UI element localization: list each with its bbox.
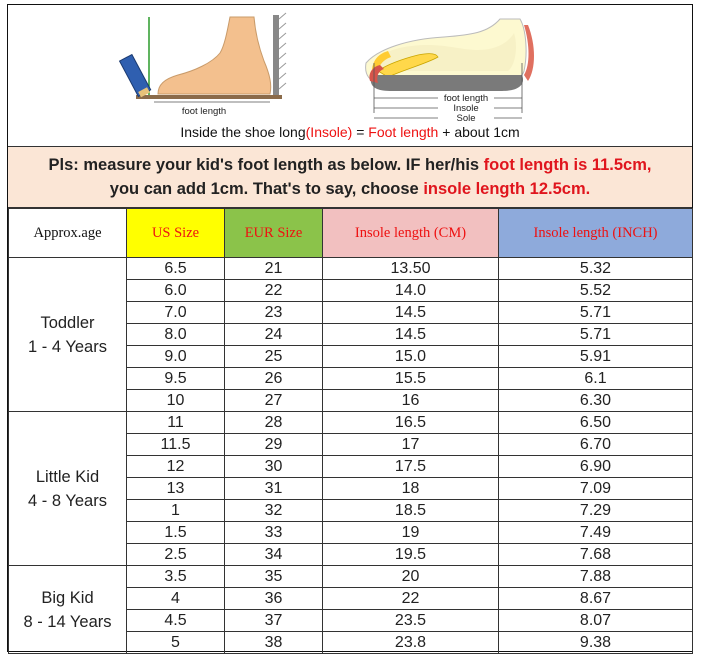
header-eur-size: EUR Size	[225, 209, 323, 258]
cell-eur: 37	[225, 610, 323, 632]
shoe-cross-section-icon	[366, 19, 534, 124]
notice-part-1: Pls: measure your kid's foot length as below. IF her/his	[48, 156, 484, 174]
cell-inch: 5.91	[499, 346, 693, 368]
cell-inch: 6.30	[499, 390, 693, 412]
age-group-range: 1 - 4 Years	[28, 337, 107, 356]
cell-cm: 14.5	[323, 324, 499, 346]
cell-eur: 23	[225, 302, 323, 324]
cell-inch: 6.1	[499, 368, 693, 390]
cell-cm: 20	[323, 566, 499, 588]
size-table	[8, 208, 693, 654]
notice-foot-length-highlight: foot length is 11.5cm,	[483, 156, 652, 174]
foot-against-wall-icon	[120, 13, 286, 117]
age-group-range: 8 - 14 Years	[23, 612, 112, 631]
cell-inch: 8.67	[499, 588, 693, 610]
measurement-notice	[8, 147, 692, 208]
age-group-name: Little Kid	[35, 467, 100, 486]
cell-us: 4.5	[127, 610, 225, 632]
cell-inch: 7.09	[499, 478, 693, 500]
table-row	[9, 412, 693, 434]
cell-inch: 7.88	[499, 566, 693, 588]
cell-cm: 16.5	[323, 412, 499, 434]
cell-inch: 8.07	[499, 610, 693, 632]
cell-cm: 15.5	[323, 368, 499, 390]
foot-length-label: foot length	[181, 106, 227, 117]
cell-us: 9.5	[127, 368, 225, 390]
cell-us: 2.5	[127, 544, 225, 566]
cell-inch: 7.49	[499, 522, 693, 544]
cell-cm: 17.5	[323, 456, 499, 478]
age-group-cell	[9, 412, 127, 566]
cell-us: 7.0	[127, 302, 225, 324]
header-approx-age: Approx.age	[9, 209, 127, 258]
cell-eur: 25	[225, 346, 323, 368]
insole-formula	[8, 124, 692, 140]
table-row	[9, 566, 693, 588]
notice-insole-highlight: insole length 12.5cm.	[423, 180, 591, 198]
cell-us: 10	[127, 390, 225, 412]
cell-eur: 27	[225, 390, 323, 412]
cell-cm: 15.0	[323, 346, 499, 368]
cell-inch: 9.38	[499, 632, 693, 654]
cell-eur: 29	[225, 434, 323, 456]
cell-eur: 33	[225, 522, 323, 544]
formula-prefix: Inside the shoe long	[180, 124, 306, 140]
cell-eur: 35	[225, 566, 323, 588]
cell-eur: 31	[225, 478, 323, 500]
formula-suffix: + about 1cm	[438, 124, 520, 140]
cell-us: 8.0	[127, 324, 225, 346]
header-us-size: US Size	[127, 209, 225, 258]
cell-cm: 13.50	[323, 258, 499, 280]
cell-cm: 14.5	[323, 302, 499, 324]
cell-eur: 32	[225, 500, 323, 522]
cell-cm: 23.8	[323, 632, 499, 654]
shoe-insole-label: Insole	[453, 103, 479, 114]
cell-eur: 28	[225, 412, 323, 434]
cell-cm: 22	[323, 588, 499, 610]
cell-us: 6.5	[127, 258, 225, 280]
cell-eur: 30	[225, 456, 323, 478]
cell-eur: 22	[225, 280, 323, 302]
cell-inch: 5.71	[499, 324, 693, 346]
cell-cm: 16	[323, 390, 499, 412]
cell-us: 1.5	[127, 522, 225, 544]
cell-cm: 23.5	[323, 610, 499, 632]
shoe-sole-label: Sole	[456, 113, 476, 124]
cell-cm: 19.5	[323, 544, 499, 566]
age-group-cell	[9, 566, 127, 654]
cell-us: 11.5	[127, 434, 225, 456]
measurement-diagram	[8, 5, 692, 147]
cell-us: 6.0	[127, 280, 225, 302]
cell-inch: 5.32	[499, 258, 693, 280]
size-table-body	[9, 258, 693, 654]
size-table-header-row	[9, 209, 693, 258]
notice-part-3: you can add 1cm. That's to say, choose	[109, 180, 424, 198]
cell-inch: 6.50	[499, 412, 693, 434]
cell-inch: 5.71	[499, 302, 693, 324]
age-group-name: Toddler	[40, 313, 95, 332]
cell-cm: 17	[323, 434, 499, 456]
cell-eur: 24	[225, 324, 323, 346]
cell-us: 3.5	[127, 566, 225, 588]
cell-inch: 7.29	[499, 500, 693, 522]
cell-us: 1	[127, 500, 225, 522]
cell-us: 5	[127, 632, 225, 654]
age-group-name: Big Kid	[41, 588, 94, 607]
cell-us: 13	[127, 478, 225, 500]
cell-cm: 18	[323, 478, 499, 500]
header-insole-inch: Insole length (INCH)	[499, 209, 693, 258]
cell-cm: 18.5	[323, 500, 499, 522]
formula-equals: =	[352, 124, 369, 140]
cell-eur: 34	[225, 544, 323, 566]
header-insole-cm: Insole length (CM)	[323, 209, 499, 258]
age-group-range: 4 - 8 Years	[28, 491, 107, 510]
size-chart-frame	[7, 4, 693, 652]
cell-us: 9.0	[127, 346, 225, 368]
cell-cm: 14.0	[323, 280, 499, 302]
cell-cm: 19	[323, 522, 499, 544]
cell-eur: 38	[225, 632, 323, 654]
cell-inch: 5.52	[499, 280, 693, 302]
age-group-cell	[9, 258, 127, 412]
cell-us: 4	[127, 588, 225, 610]
cell-inch: 7.68	[499, 544, 693, 566]
formula-insole: (Insole)	[305, 124, 353, 140]
formula-foot-length: Foot length	[368, 124, 439, 140]
cell-eur: 26	[225, 368, 323, 390]
cell-inch: 6.70	[499, 434, 693, 456]
cell-inch: 6.90	[499, 456, 693, 478]
cell-eur: 21	[225, 258, 323, 280]
shoe-foot-length-label: foot length	[443, 93, 489, 104]
cell-us: 12	[127, 456, 225, 478]
cell-eur: 36	[225, 588, 323, 610]
table-row	[9, 258, 693, 280]
cell-us: 11	[127, 412, 225, 434]
